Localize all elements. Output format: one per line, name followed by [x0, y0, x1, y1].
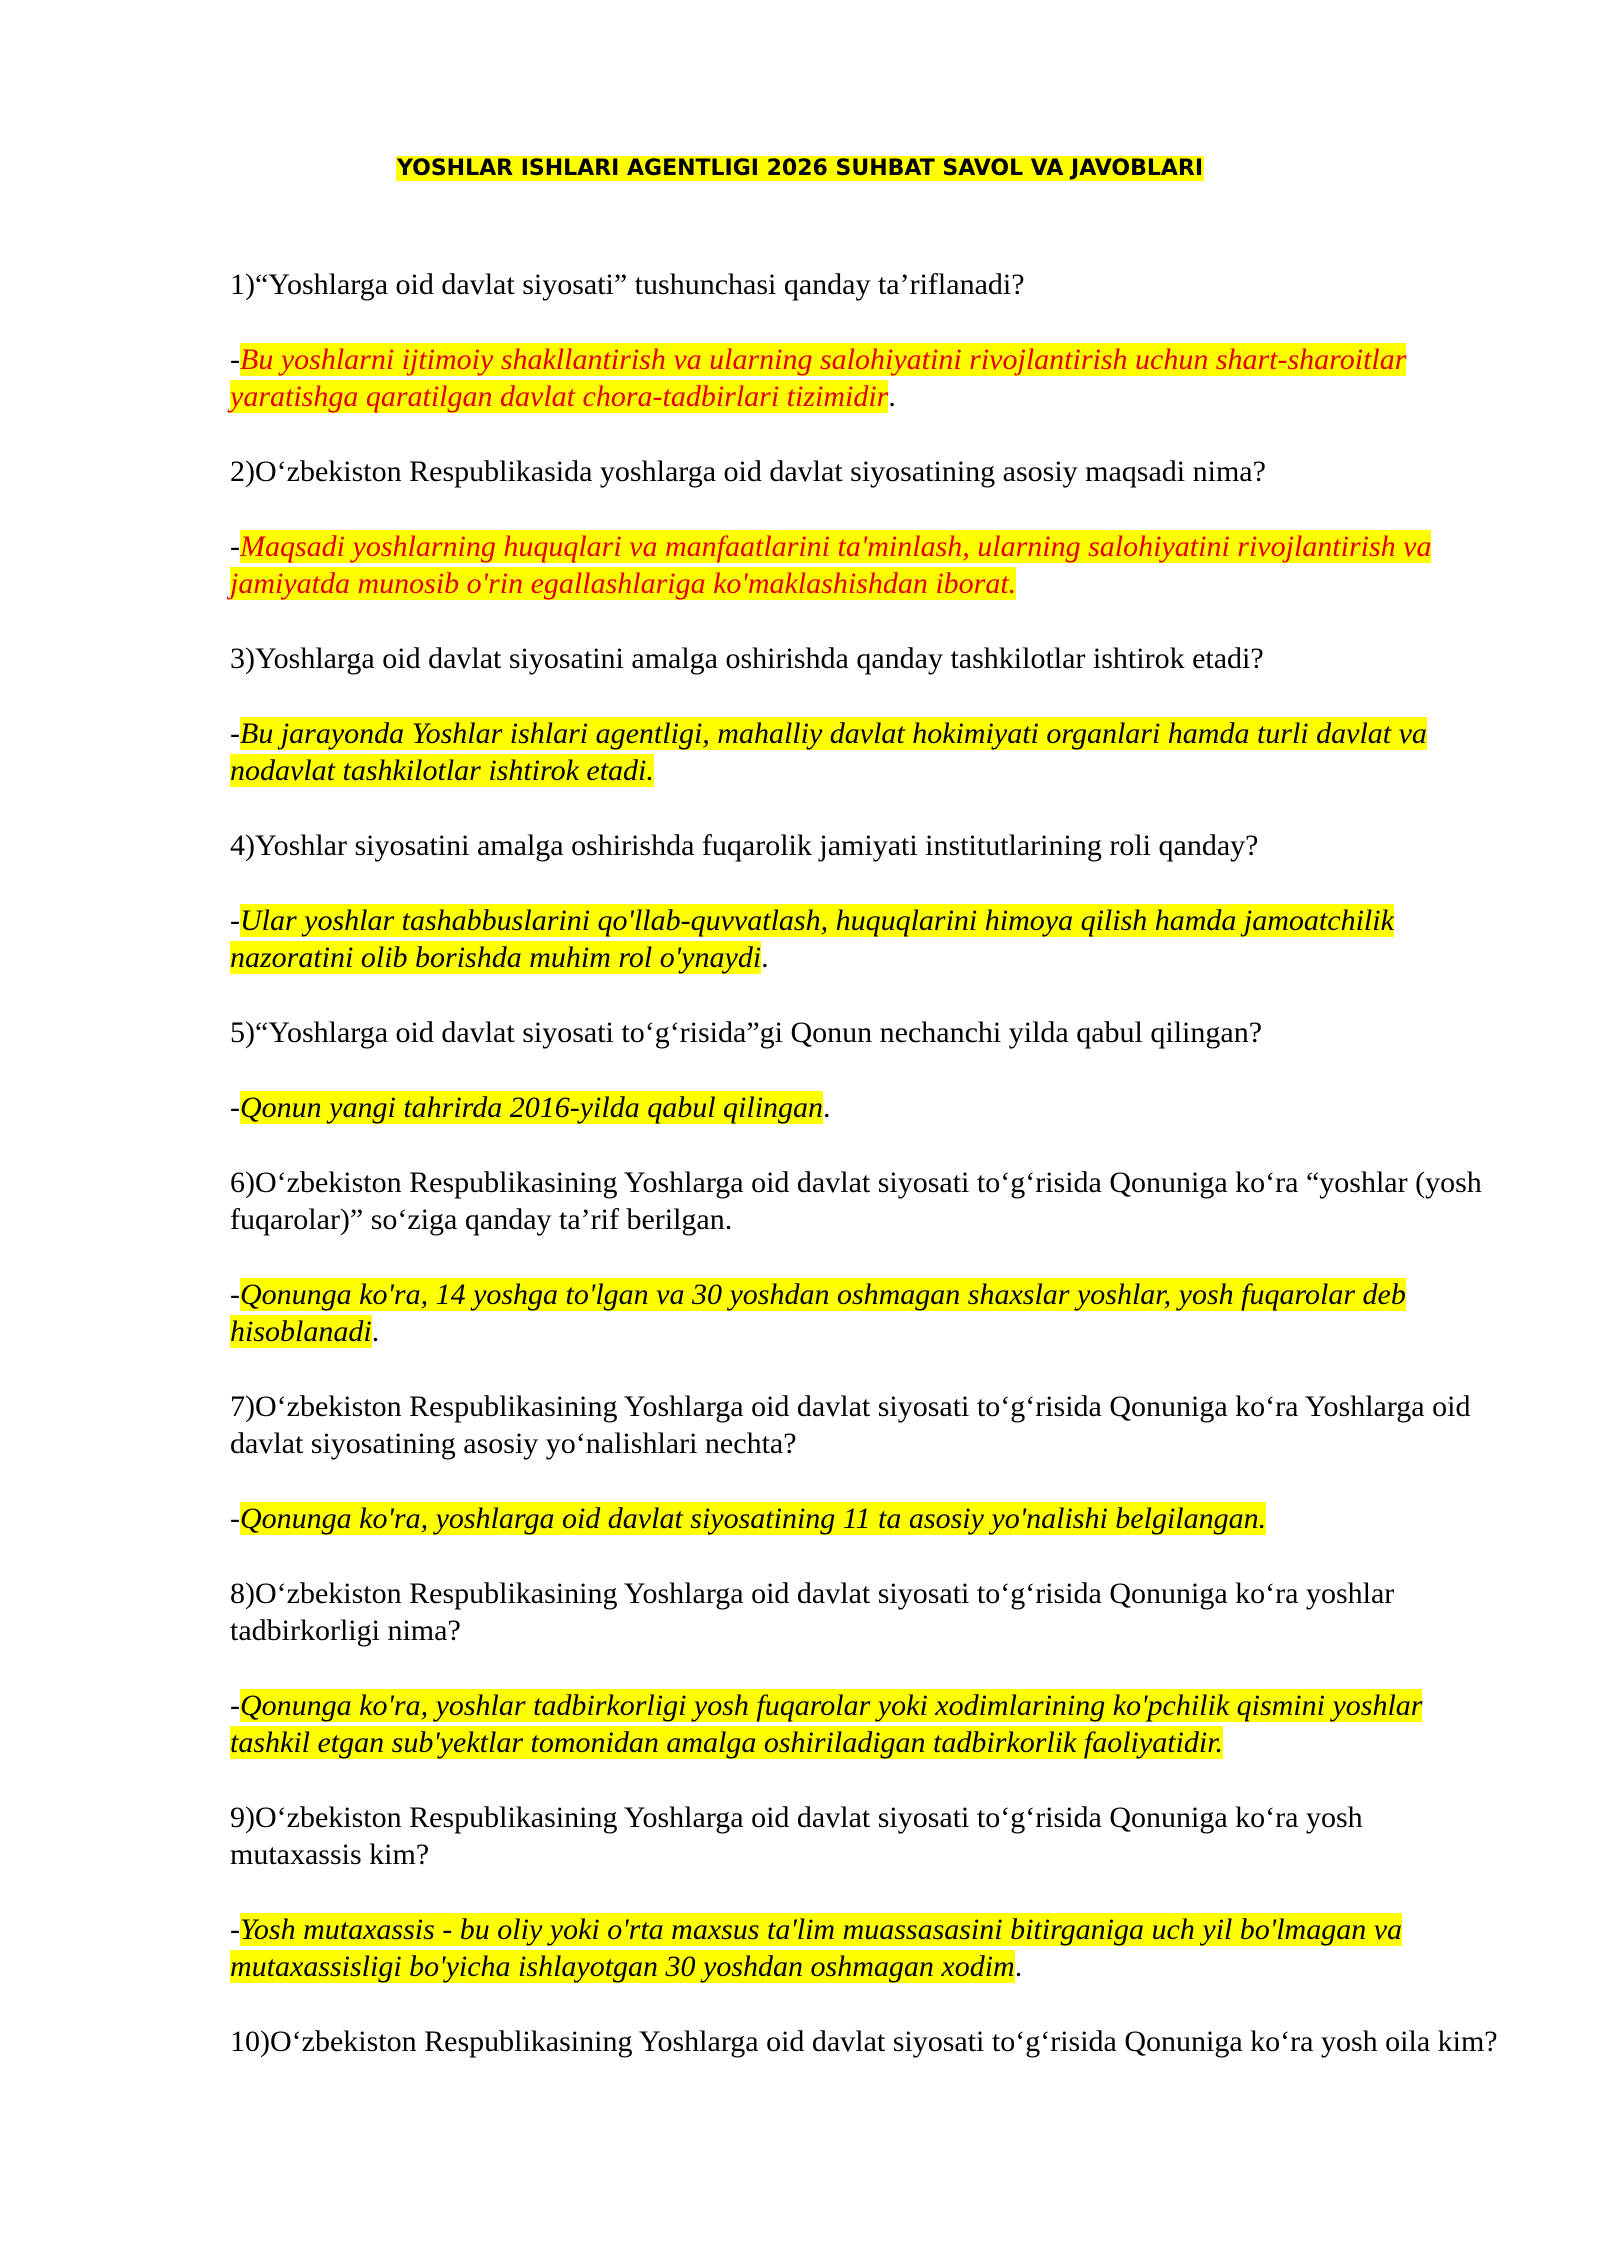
answer-9-trailing: .	[1014, 1950, 1023, 1983]
answer-dash: -	[230, 1689, 240, 1722]
answer-3-text: Bu jarayonda Yoshlar ishlari agentligi, mahalliy davlat hokimiyati organlari hamda turli davlat va nodavlat tashkilotlar ishtirok etadi.	[230, 717, 1427, 787]
answer-1-text: Bu yoshlarni ijtimoiy shakllantirish va ularning salohiyatini rivojlantirish uchun shart-sharoitlar yaratishga qaratilgan davlat chora-tadbirlari tizimidir	[230, 343, 1407, 413]
answer-dash: -	[230, 530, 240, 563]
answer-7	[230, 1500, 1500, 1537]
answer-8	[230, 1687, 1500, 1761]
answer-4	[230, 902, 1500, 976]
qa-item-5	[230, 1014, 1500, 1126]
answer-6	[230, 1276, 1500, 1350]
answer-7-text: Qonunga ko'ra, yoshlarga oid davlat siyosatining 11 ta asosiy yo'nalishi belgilangan.	[240, 1502, 1267, 1535]
qa-item-2	[230, 453, 1500, 602]
answer-1-trailing: .	[888, 380, 896, 413]
answer-dash: -	[230, 1091, 240, 1124]
qa-list	[230, 266, 1500, 2098]
answer-5-text: Qonun yangi tahrirda 2016-yilda qabul qilingan	[240, 1091, 824, 1124]
qa-item-7	[230, 1388, 1500, 1537]
question-5: 5)“Yoshlarga oid davlat siyosati to‘g‘risida”gi Qonun nechanchi yilda qabul qilingan?	[230, 1016, 1263, 1049]
qa-item-1	[230, 266, 1500, 415]
answer-4-text: Ular yoshlar tashabbuslarini qo'llab-quvvatlash, huquqlarini himoya qilish hamda jamoatchilik nazoratini olib borishda muhim rol o'ynaydi	[230, 904, 1394, 974]
answer-9	[230, 1911, 1500, 1985]
question-2: 2)O‘zbekiston Respublikasida yoshlarga oid davlat siyosatining asosiy maqsadi nima?	[230, 455, 1266, 488]
qa-item-10	[230, 2023, 1500, 2060]
answer-5	[230, 1089, 1500, 1126]
answer-2-text: Maqsadi yoshlarning huquqlari va manfaatlarini ta'minlash, ularning salohiyatini rivojlantirish va jamiyatda munosib o'rin egallashlariga ko'maklashishdan iborat.	[230, 530, 1432, 600]
answer-6-text: Qonunga ko'ra, 14 yoshga to'lgan va 30 yoshdan oshmagan shaxslar yoshlar, yosh fuqarolar deb hisoblanadi	[230, 1278, 1406, 1348]
answer-dash: -	[230, 904, 240, 937]
answer-1	[230, 341, 1500, 415]
answer-3	[230, 715, 1500, 789]
answer-dash: -	[230, 1278, 240, 1311]
qa-item-3	[230, 640, 1500, 789]
question-6: 6)O‘zbekiston Respublikasining Yoshlarga oid davlat siyosati to‘g‘risida Qonuniga ko‘ra “yoshlar (yosh fuqarolar)” so‘ziga qanday ta’rif berilgan.	[230, 1166, 1482, 1236]
document-title-text: YOSHLAR ISHLARI AGENTLIGI 2026 SUHBAT SAVOL VA JAVOBLARI	[396, 156, 1204, 181]
answer-dash: -	[230, 1913, 240, 1946]
answer-2	[230, 528, 1500, 602]
question-10: 10)O‘zbekiston Respublikasining Yoshlarga oid davlat siyosati to‘g‘risida Qonuniga ko‘ra yosh oila kim?	[230, 2025, 1498, 2058]
qa-item-6	[230, 1164, 1500, 1350]
qa-item-8	[230, 1575, 1500, 1761]
document-title	[0, 151, 1600, 187]
answer-4-trailing: .	[761, 941, 769, 974]
answer-dash: -	[230, 1502, 240, 1535]
answer-dash: -	[230, 717, 240, 750]
question-4: 4)Yoshlar siyosatini amalga oshirishda fuqarolik jamiyati institutlarining roli qanday?	[230, 829, 1259, 862]
qa-item-4	[230, 827, 1500, 976]
question-9: 9)O‘zbekiston Respublikasining Yoshlarga oid davlat siyosati to‘g‘risida Qonuniga ko‘ra yosh mutaxassis kim?	[230, 1801, 1363, 1871]
question-7: 7)O‘zbekiston Respublikasining Yoshlarga oid davlat siyosati to‘g‘risida Qonuniga ko‘ra Yoshlarga oid davlat siyosatining asosiy yo‘nalishlari nechta?	[230, 1390, 1471, 1460]
question-3: 3)Yoshlarga oid davlat siyosatini amalga oshirishda qanday tashkilotlar ishtirok etadi?	[230, 642, 1264, 675]
answer-8-text: Qonunga ko'ra, yoshlar tadbirkorligi yosh fuqarolar yoki xodimlarining ko'pchilik qismini yoshlar tashkil etgan sub'yektlar tomonidan amalga oshiriladigan tadbirkorlik faoliyatidir.	[230, 1689, 1423, 1759]
answer-9-text: Yosh mutaxassis - bu oliy yoki o'rta maxsus ta'lim muassasasini bitirganiga uch yil bo'lmagan va mutaxassisligi bo'yicha ishlayotgan 30 yoshdan oshmagan xodim	[230, 1913, 1403, 1983]
answer-6-trailing: .	[371, 1315, 380, 1348]
question-1: 1)“Yoshlarga oid davlat siyosati” tushunchasi qanday ta’riflanadi?	[230, 268, 1025, 301]
answer-5-trailing: .	[823, 1091, 831, 1124]
question-8: 8)O‘zbekiston Respublikasining Yoshlarga oid davlat siyosati to‘g‘risida Qonuniga ko‘ra yoshlar tadbirkorligi nima?	[230, 1577, 1395, 1647]
answer-dash: -	[230, 343, 240, 376]
qa-item-9	[230, 1799, 1500, 1985]
